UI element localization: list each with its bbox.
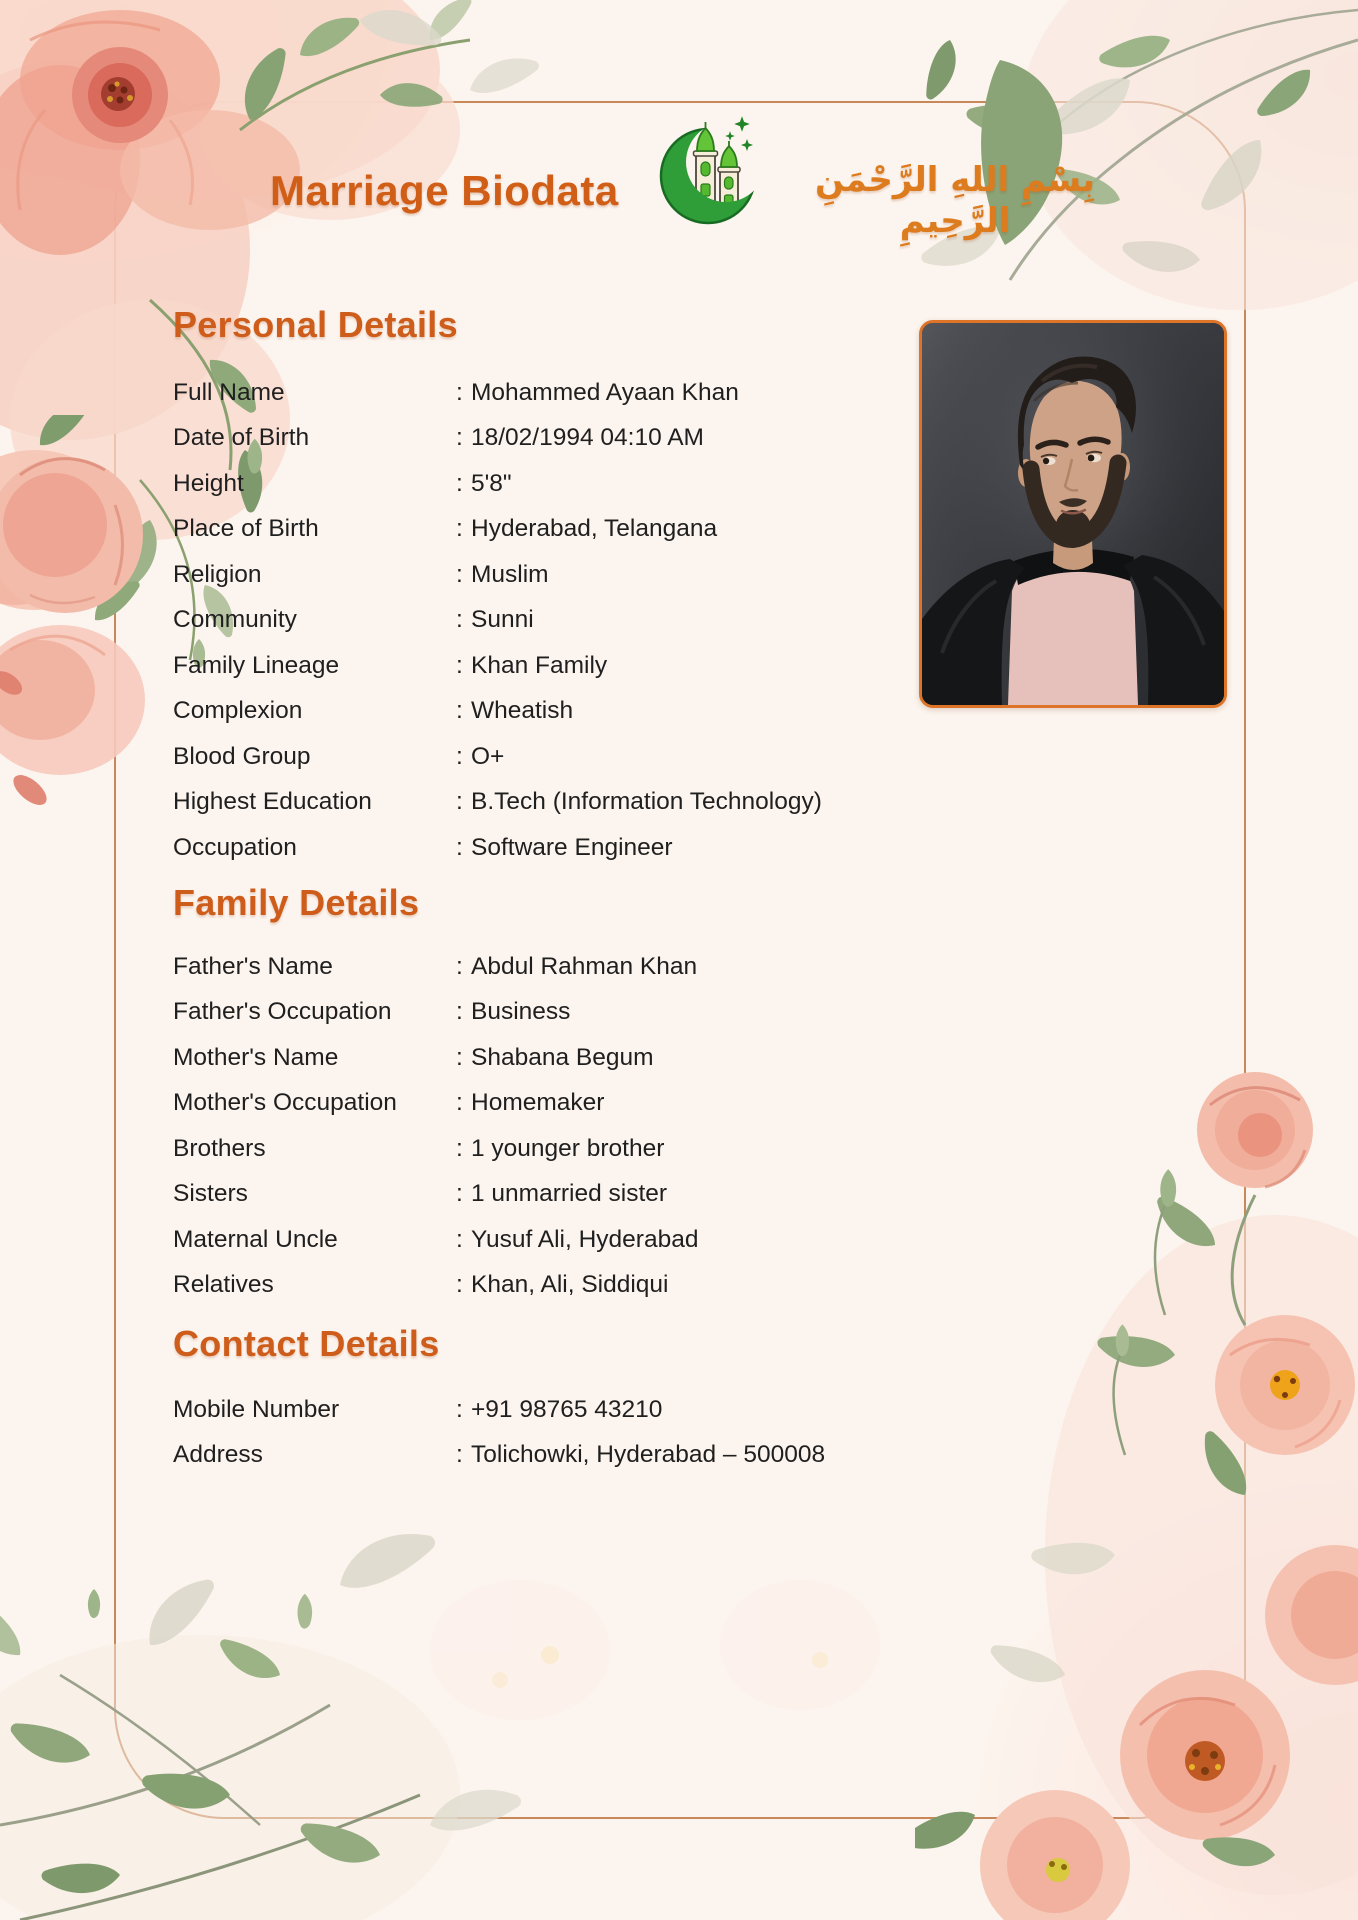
field-value: Software Engineer [471, 833, 673, 861]
profile-photo [919, 320, 1227, 708]
field-separator: : [456, 424, 463, 452]
field-label: Father's Name [173, 952, 333, 980]
field-separator: : [456, 378, 463, 406]
field-label: Complexion [173, 697, 303, 725]
crescent-mosque-icon [656, 110, 776, 236]
field-separator: : [456, 1441, 463, 1469]
faint-watermark [380, 1560, 940, 1750]
field-value: 1 unmarried sister [471, 1180, 668, 1208]
field-separator: : [456, 515, 463, 543]
field-label: Date of Birth [173, 424, 310, 452]
field-value: Hyderabad, Telangana [471, 515, 718, 543]
field-separator: : [456, 1043, 463, 1071]
personal-details-rows [173, 370, 933, 871]
field-label: Father's Occupation [173, 998, 392, 1026]
personal-details-heading: Personal Details [173, 304, 458, 345]
field-row-brothers [173, 1126, 933, 1172]
field-row-relatives [173, 1263, 933, 1309]
field-label: Brothers [173, 1134, 266, 1162]
field-label: Full Name [173, 378, 285, 406]
field-separator: : [456, 1089, 463, 1117]
field-label: Blood Group [173, 742, 311, 770]
field-row-height [173, 461, 933, 507]
field-value: Homemaker [471, 1089, 605, 1117]
field-separator: : [456, 651, 463, 679]
field-separator: : [456, 1180, 463, 1208]
field-value: Shabana Begum [471, 1043, 654, 1071]
field-separator: : [456, 952, 463, 980]
field-row-maternal-uncle [173, 1217, 933, 1263]
contact-details-rows [173, 1387, 933, 1478]
field-separator: : [456, 833, 463, 861]
field-row-mothers-occupation [173, 1081, 933, 1127]
man-portrait-illustration [922, 323, 1224, 705]
field-label: Occupation [173, 833, 297, 861]
field-value: Sunni [471, 606, 534, 634]
field-separator: : [456, 998, 463, 1026]
field-row-date-of-birth [173, 416, 933, 462]
field-row-family-lineage [173, 643, 933, 689]
field-row-community [173, 598, 933, 644]
field-label: Religion [173, 560, 262, 588]
field-separator: : [456, 1134, 463, 1162]
field-row-mothers-name [173, 1035, 933, 1081]
field-value: Mohammed Ayaan Khan [471, 378, 739, 406]
field-row-mobile-number [173, 1387, 933, 1433]
field-value: 5'8" [471, 469, 512, 497]
field-separator: : [456, 606, 463, 634]
field-row-religion [173, 552, 933, 598]
field-separator: : [456, 697, 463, 725]
field-row-complexion [173, 689, 933, 735]
field-row-sisters [173, 1172, 933, 1218]
field-label: Mother's Name [173, 1043, 339, 1071]
bismillah-calligraphy: بِسْمِ اللهِ الرَّحْمَنِ الرَّحِيمِ [814, 160, 1096, 241]
field-value: 18/02/1994 04:10 AM [471, 424, 704, 452]
field-value: O+ [471, 742, 505, 770]
field-label: Sisters [173, 1180, 248, 1208]
field-label: Mobile Number [173, 1395, 340, 1423]
field-label: Maternal Uncle [173, 1225, 338, 1253]
field-value: Yusuf Ali, Hyderabad [471, 1225, 699, 1253]
field-value: Wheatish [471, 697, 574, 725]
field-label: Relatives [173, 1271, 274, 1299]
field-value: B.Tech (Information Technology) [471, 788, 822, 816]
field-separator: : [456, 1395, 463, 1423]
field-label: Address [173, 1441, 263, 1469]
field-value: +91 98765 43210 [471, 1395, 663, 1423]
field-separator: : [456, 1271, 463, 1299]
field-row-occupation [173, 825, 933, 871]
field-label: Place of Birth [173, 515, 319, 543]
field-separator: : [456, 742, 463, 770]
crescent-moon [661, 129, 755, 223]
field-row-highest-education [173, 780, 933, 826]
field-row-full-name [173, 370, 933, 416]
field-value: Business [471, 998, 571, 1026]
field-label: Highest Education [173, 788, 372, 816]
field-row-place-of-birth [173, 507, 933, 553]
field-label: Height [173, 469, 244, 497]
field-separator: : [456, 1225, 463, 1253]
field-label: Community [173, 606, 297, 634]
field-value: Khan Family [471, 651, 608, 679]
field-value: Khan, Ali, Siddiqui [471, 1271, 669, 1299]
field-separator: : [456, 788, 463, 816]
field-value: Muslim [471, 560, 549, 588]
field-separator: : [456, 560, 463, 588]
contact-details-heading: Contact Details [173, 1323, 440, 1364]
field-value: Abdul Rahman Khan [471, 952, 698, 980]
field-label: Mother's Occupation [173, 1089, 397, 1117]
field-separator: : [456, 469, 463, 497]
field-label: Family Lineage [173, 651, 340, 679]
field-value: Tolichowki, Hyderabad – 500008 [471, 1441, 826, 1469]
floral-corner-bottom-right [915, 1055, 1358, 1920]
field-row-blood-group [173, 734, 933, 780]
family-details-rows [173, 944, 933, 1308]
field-row-fathers-occupation [173, 990, 933, 1036]
field-row-address [173, 1433, 933, 1479]
field-row-fathers-name [173, 944, 933, 990]
page-title: Marriage Biodata [270, 167, 619, 214]
field-value: 1 younger brother [471, 1134, 665, 1162]
family-details-heading: Family Details [173, 882, 420, 923]
